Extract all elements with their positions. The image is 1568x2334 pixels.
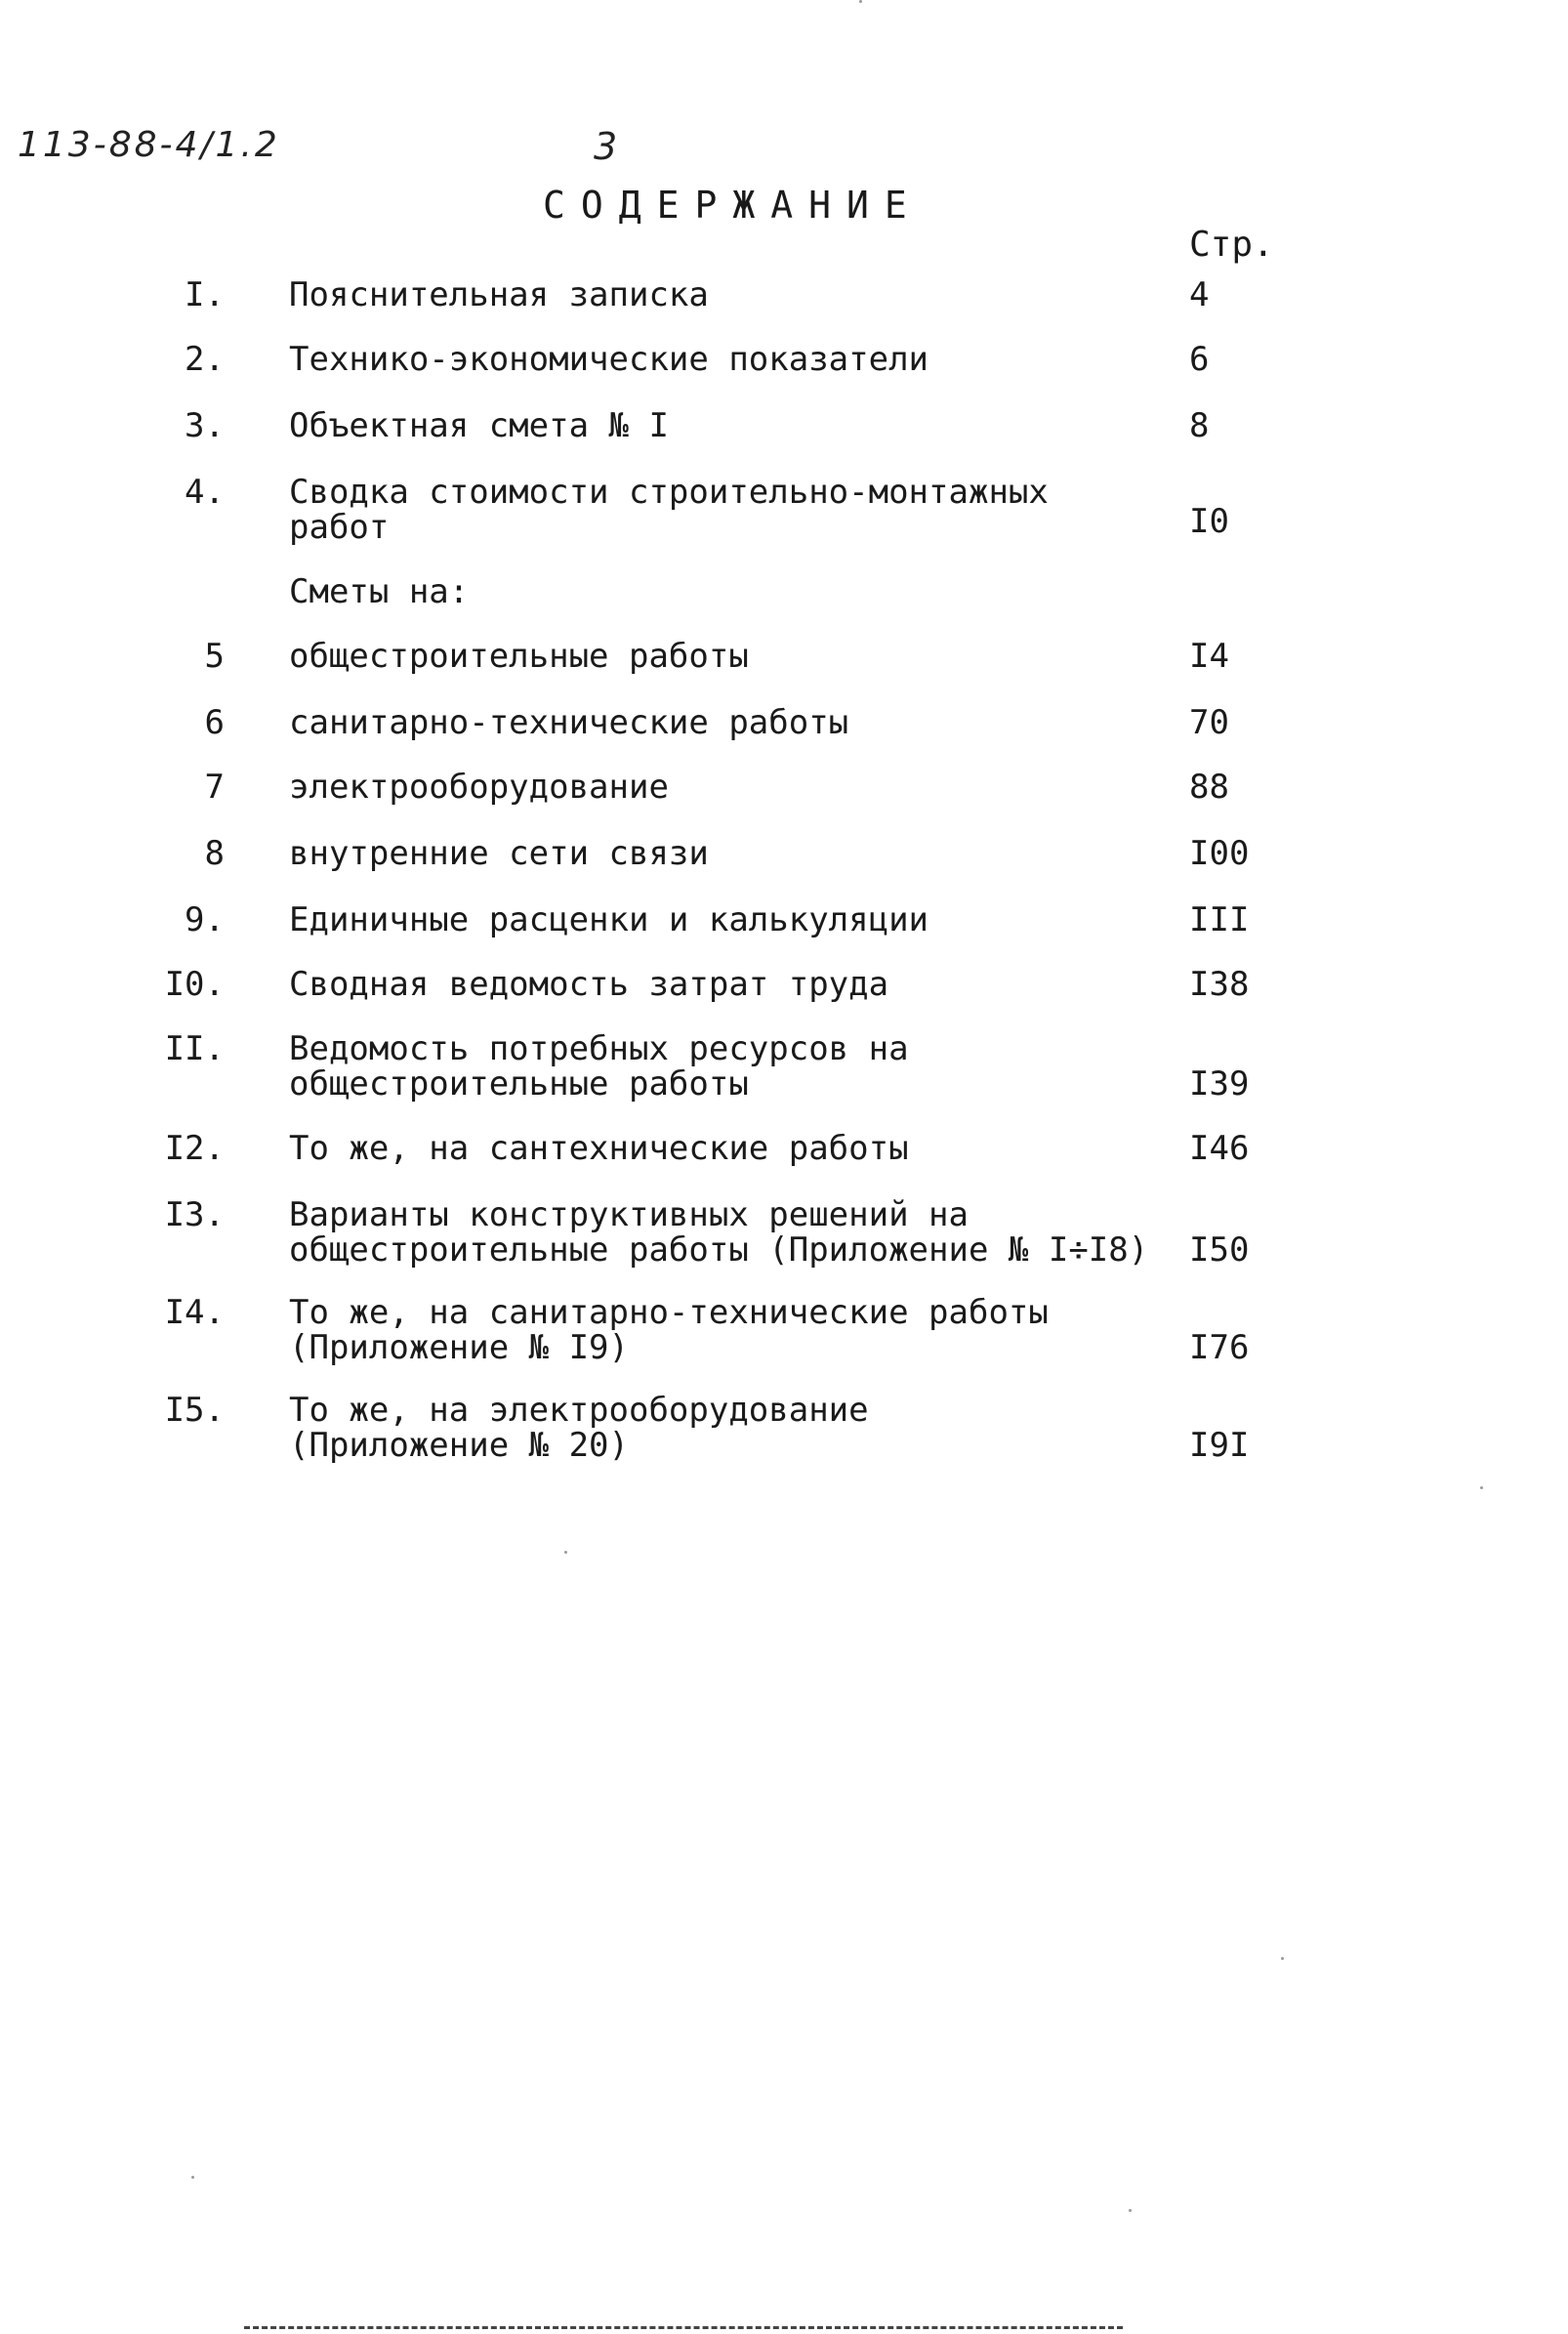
scan-speck [564,1551,567,1554]
toc-page: I50 [1189,1230,1250,1270]
toc-page: 88 [1189,768,1229,807]
scan-speck [1480,1486,1483,1489]
toc-number: 5 [204,637,225,676]
scan-speck [1129,2209,1132,2212]
toc-page: I00 [1189,834,1250,873]
page-number: 3 [594,125,618,168]
toc-number: II. [164,1029,225,1068]
bottom-dashed-rule [244,2326,1123,2329]
toc-number: 7 [204,768,225,807]
scan-speck [191,2176,194,2179]
toc-number: I0. [164,965,225,1004]
toc-number: I2. [164,1129,225,1168]
toc-number: I. [185,275,225,314]
toc-title: санитарно-технические работы [289,703,849,742]
toc-title: Технико-экономические показатели [289,340,929,379]
toc-page: III [1189,900,1250,939]
toc-page: I9I [1189,1426,1250,1465]
toc-number: 9. [185,900,225,939]
toc-page: 4 [1189,275,1210,314]
toc-page: 8 [1189,406,1210,445]
toc-title: То же, на сантехнические работы [289,1129,909,1168]
toc-title: Ведомость потребных ресурсов на общестроительные работы [289,1029,909,1104]
toc-title: общестроительные работы [289,637,749,676]
document-code: 113-88-4/1.2 [18,125,280,165]
toc-number: I5. [164,1391,225,1430]
toc-number: I4. [164,1293,225,1332]
toc-title: внутренние сети связи [289,834,709,873]
toc-number: 8 [204,834,225,873]
toc-page: I39 [1189,1064,1250,1104]
toc-title: То же, на санитарно-технические работы (Приложение № I9) [289,1293,1049,1367]
toc-title: Сметы на: [289,572,470,611]
toc-page: I0 [1189,502,1229,541]
scan-speck [859,0,862,3]
toc-title: Сводка стоимости строительно-монтажных работ [289,473,1049,547]
toc-title: Единичные расценки и калькуляции [289,900,929,939]
scan-speck [1281,1957,1284,1960]
toc-title: Варианты конструктивных решений на общестроительные работы (Приложение № I÷I8) [289,1195,1149,1270]
toc-page: 6 [1189,340,1210,379]
page-title: СОДЕРЖАНИЕ [543,184,923,227]
toc-page: I38 [1189,965,1250,1004]
toc-title: электрооборудование [289,768,669,807]
toc-title: Объектная смета № I [289,406,669,445]
toc-page: I4 [1189,637,1229,676]
toc-page: I46 [1189,1129,1250,1168]
toc-number: 6 [204,703,225,742]
toc-title: То же, на электрооборудование (Приложение № 20) [289,1391,869,1465]
toc-number: 2. [185,340,225,379]
toc-number: 4. [185,473,225,512]
toc-number: 3. [185,406,225,445]
toc-title: Пояснительная записка [289,275,709,314]
toc-number: I3. [164,1195,225,1234]
toc-page: 70 [1189,703,1229,742]
toc-page: I76 [1189,1328,1250,1367]
page-column-header: Стр. [1189,225,1274,265]
toc-title: Сводная ведомость затрат труда [289,965,889,1004]
